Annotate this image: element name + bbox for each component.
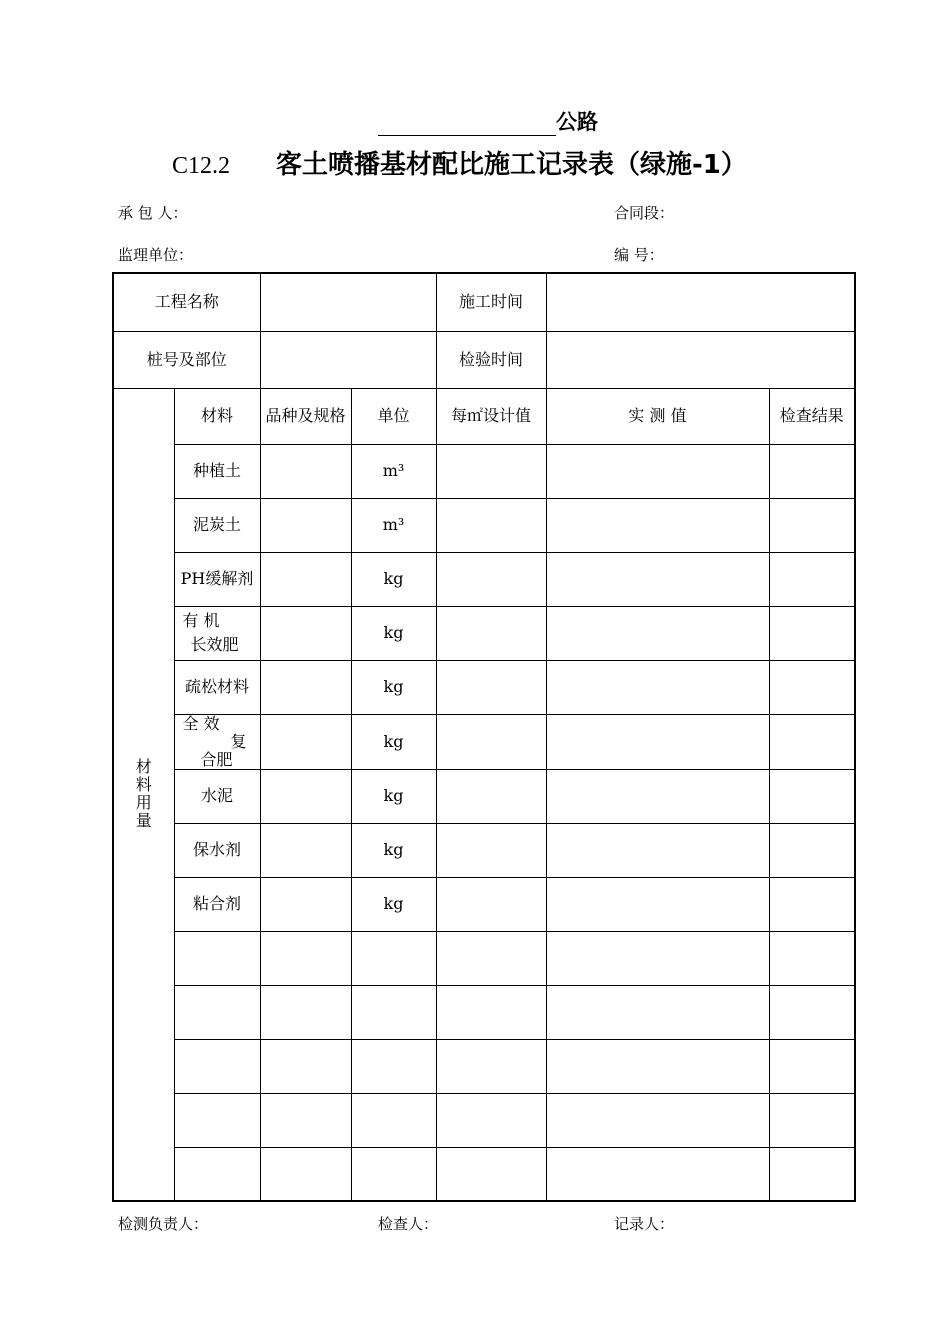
material-name-line1: 有 机 xyxy=(182,611,220,630)
spec-cell[interactable] xyxy=(260,769,351,823)
design-value-cell[interactable] xyxy=(436,714,546,769)
column-header-row xyxy=(113,388,855,444)
table-row xyxy=(113,769,855,823)
design-value-cell[interactable] xyxy=(436,877,546,931)
material-name: 种植土 xyxy=(174,444,260,498)
col-material: 材料 xyxy=(174,388,260,444)
measured-cell[interactable] xyxy=(546,444,769,498)
spec-cell[interactable] xyxy=(260,985,351,1039)
contract-section-label: 合同段： xyxy=(614,204,675,222)
unit-cell: m³ xyxy=(351,498,436,552)
number-label: 编 号： xyxy=(614,246,664,264)
table-row xyxy=(113,660,855,714)
spec-cell[interactable] xyxy=(260,498,351,552)
material-name[interactable] xyxy=(174,931,260,985)
spec-cell[interactable] xyxy=(260,1093,351,1147)
design-value-cell[interactable] xyxy=(436,1093,546,1147)
result-cell[interactable] xyxy=(769,498,855,552)
spec-cell[interactable] xyxy=(260,1147,351,1201)
material-name-line1: 全 效 xyxy=(182,713,220,733)
design-value-cell[interactable] xyxy=(436,931,546,985)
inspector-label: 检查人： xyxy=(378,1215,439,1233)
design-value-cell[interactable] xyxy=(436,985,546,1039)
table-row xyxy=(113,877,855,931)
unit-cell: kg xyxy=(351,769,436,823)
table-row xyxy=(113,823,855,877)
measured-cell[interactable] xyxy=(546,714,769,769)
material-name xyxy=(174,606,260,660)
empty-row xyxy=(113,931,855,985)
road-suffix: 公路 xyxy=(556,110,598,134)
form-code: C12.2 xyxy=(172,153,231,179)
project-name-label: 工程名称 xyxy=(113,273,260,331)
empty-row xyxy=(113,985,855,1039)
design-value-cell[interactable] xyxy=(436,444,546,498)
material-name: PH缓解剂 xyxy=(174,552,260,606)
result-cell[interactable] xyxy=(769,769,855,823)
result-cell[interactable] xyxy=(769,823,855,877)
spec-cell[interactable] xyxy=(260,877,351,931)
measured-cell[interactable] xyxy=(546,552,769,606)
materials-section-text: 材料用量 xyxy=(135,757,152,831)
measured-cell[interactable] xyxy=(546,877,769,931)
material-name-line3: 合肥 xyxy=(200,749,233,769)
design-value-cell[interactable] xyxy=(436,606,546,660)
info-row-1 xyxy=(113,273,855,331)
unit-cell: kg xyxy=(351,823,436,877)
material-name: 保水剂 xyxy=(174,823,260,877)
result-cell[interactable] xyxy=(769,877,855,931)
spec-cell[interactable] xyxy=(260,606,351,660)
measured-cell[interactable] xyxy=(546,823,769,877)
result-cell[interactable] xyxy=(769,1039,855,1093)
result-cell[interactable] xyxy=(769,660,855,714)
unit-cell[interactable] xyxy=(351,1093,436,1147)
col-unit: 单位 xyxy=(351,388,436,444)
material-name: 水泥 xyxy=(174,769,260,823)
form-title-text: 客土喷播基材配比施工记录表（绿施-1） xyxy=(276,150,747,180)
test-lead-label: 检测负责人： xyxy=(118,1215,209,1233)
design-value-cell[interactable] xyxy=(436,660,546,714)
material-name-line2: 长效肥 xyxy=(190,635,239,654)
table-row xyxy=(113,714,855,769)
material-name xyxy=(174,714,260,769)
spec-cell[interactable] xyxy=(260,823,351,877)
recorder-label: 记录人： xyxy=(614,1215,675,1233)
result-cell[interactable] xyxy=(769,1147,855,1201)
material-name: 疏松材料 xyxy=(174,660,260,714)
supervisor-label: 监理单位： xyxy=(118,246,194,264)
unit-cell[interactable] xyxy=(351,931,436,985)
construction-time-value[interactable] xyxy=(546,273,855,331)
unit-cell[interactable] xyxy=(351,1039,436,1093)
spec-cell[interactable] xyxy=(260,444,351,498)
contractor-label: 承 包 人： xyxy=(118,204,188,222)
spec-cell[interactable] xyxy=(260,714,351,769)
col-result: 检查结果 xyxy=(769,388,855,444)
table-row xyxy=(113,552,855,606)
road-name-line xyxy=(378,106,598,136)
material-name[interactable] xyxy=(174,1039,260,1093)
design-value-cell[interactable] xyxy=(436,552,546,606)
material-name: 泥炭土 xyxy=(174,498,260,552)
design-value-cell[interactable] xyxy=(436,769,546,823)
spec-cell[interactable] xyxy=(260,660,351,714)
col-measured: 实 测 值 xyxy=(546,388,769,444)
material-name: 粘合剂 xyxy=(174,877,260,931)
measured-cell[interactable] xyxy=(546,606,769,660)
measured-cell[interactable] xyxy=(546,769,769,823)
station-location-value[interactable] xyxy=(260,331,436,388)
road-name-blank[interactable] xyxy=(378,111,556,136)
unit-cell: kg xyxy=(351,660,436,714)
spec-cell[interactable] xyxy=(260,552,351,606)
unit-cell: kg xyxy=(351,552,436,606)
result-cell[interactable] xyxy=(769,606,855,660)
measured-cell[interactable] xyxy=(546,1147,769,1201)
inspection-time-value[interactable] xyxy=(546,331,855,388)
empty-row xyxy=(113,1039,855,1093)
design-value-cell[interactable] xyxy=(436,1039,546,1093)
measured-cell[interactable] xyxy=(546,985,769,1039)
unit-cell: kg xyxy=(351,606,436,660)
measured-cell[interactable] xyxy=(546,660,769,714)
measured-cell[interactable] xyxy=(546,1039,769,1093)
unit-cell[interactable] xyxy=(351,1147,436,1201)
materials-section-label xyxy=(113,388,174,1201)
measured-cell[interactable] xyxy=(546,498,769,552)
spec-cell[interactable] xyxy=(260,1039,351,1093)
form-title xyxy=(172,144,747,181)
result-cell[interactable] xyxy=(769,985,855,1039)
inspection-time-label: 检验时间 xyxy=(436,331,546,388)
result-cell[interactable] xyxy=(769,1093,855,1147)
design-value-cell[interactable] xyxy=(436,823,546,877)
measured-cell[interactable] xyxy=(546,1093,769,1147)
spec-cell[interactable] xyxy=(260,931,351,985)
result-cell[interactable] xyxy=(769,444,855,498)
station-location-label: 桩号及部位 xyxy=(113,331,260,388)
design-value-cell[interactable] xyxy=(436,498,546,552)
info-row-2 xyxy=(113,331,855,388)
empty-row xyxy=(113,1093,855,1147)
project-name-value[interactable] xyxy=(260,273,436,331)
unit-cell: m³ xyxy=(351,444,436,498)
construction-time-label: 施工时间 xyxy=(436,273,546,331)
col-design-value: 每㎡设计值 xyxy=(436,388,546,444)
unit-cell: kg xyxy=(351,714,436,769)
measured-cell[interactable] xyxy=(546,931,769,985)
design-value-cell[interactable] xyxy=(436,1147,546,1201)
record-table xyxy=(112,272,856,1202)
table-row xyxy=(113,498,855,552)
empty-row xyxy=(113,1147,855,1201)
material-name[interactable] xyxy=(174,1147,260,1201)
unit-cell: kg xyxy=(351,877,436,931)
material-name-line2: 复 xyxy=(230,731,247,751)
result-cell[interactable] xyxy=(769,714,855,769)
col-spec: 品种及规格 xyxy=(260,388,351,444)
material-name[interactable] xyxy=(174,1093,260,1147)
table-row xyxy=(113,444,855,498)
result-cell[interactable] xyxy=(769,552,855,606)
result-cell[interactable] xyxy=(769,931,855,985)
table-row xyxy=(113,606,855,660)
unit-cell[interactable] xyxy=(351,985,436,1039)
material-name[interactable] xyxy=(174,985,260,1039)
